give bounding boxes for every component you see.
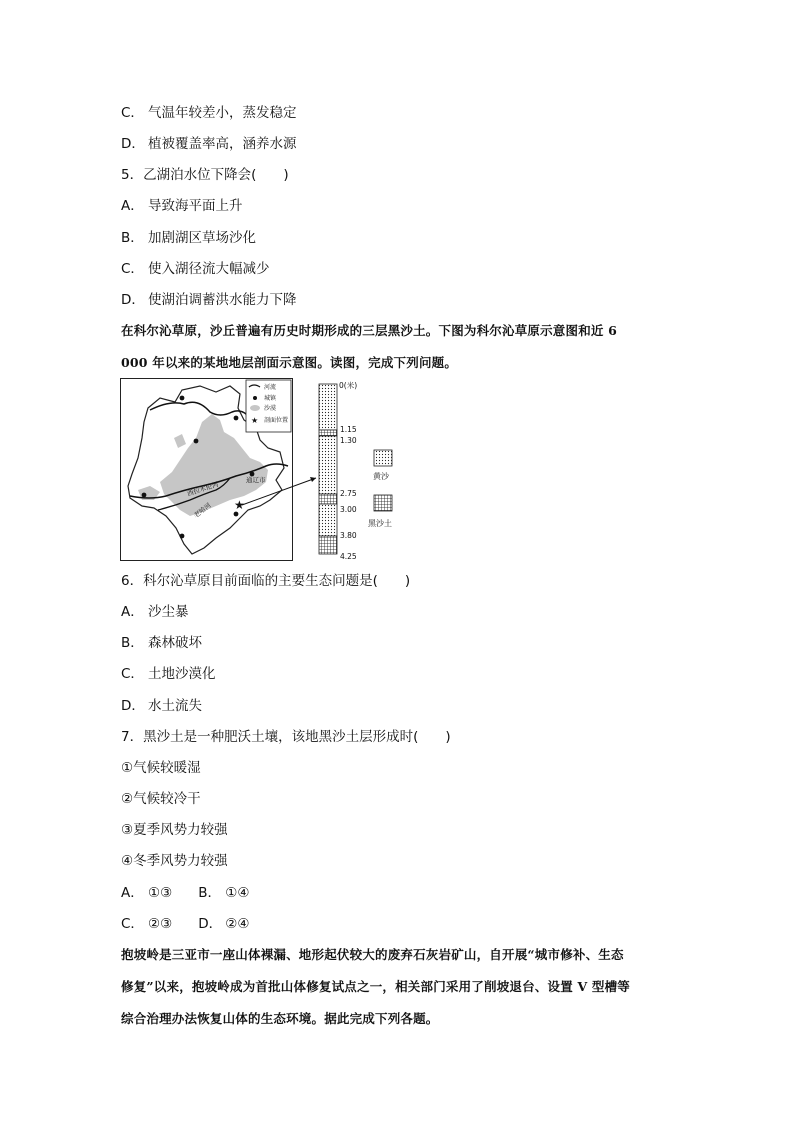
option-label: D． (121, 698, 145, 714)
q7-item-3: ③夏季风势力较强 (121, 822, 228, 838)
depth-labels (340, 425, 357, 561)
q5-stem: 5．乙湖泊水位下降会( ) (121, 167, 289, 183)
profile-column (319, 384, 337, 554)
option-text: 森林破坏 (148, 635, 202, 651)
option-text: 水土流失 (148, 698, 202, 714)
q5-option-c (121, 260, 270, 278)
layer-sand (319, 384, 337, 430)
depth-label: 1.30 (340, 436, 357, 445)
q4-option-d (121, 135, 297, 153)
option-text: 植被覆盖率高，涵养水源 (148, 136, 297, 152)
profile-unit-label: 0(米) (339, 381, 358, 390)
option-label: C． (121, 916, 144, 932)
horqin-map (120, 378, 420, 564)
town-dot (234, 512, 239, 517)
option-text: ①④ (225, 885, 250, 901)
town-dot (194, 439, 199, 444)
layer-black-soil (319, 536, 337, 554)
q7-choices-ab (121, 884, 249, 902)
legend-profile-text: 剖面位置 (264, 417, 289, 424)
city-label-tongliao: 通辽市 (246, 476, 266, 484)
town-dot (180, 534, 185, 539)
key-sand-swatch (374, 450, 392, 466)
layer-sand (319, 436, 337, 494)
q7-choices-cd (121, 915, 249, 933)
paragraph-line: 000 年以来的某地地层剖面示意图。读图，完成下列问题。 (121, 355, 458, 370)
key-sand-label: 黄沙 (373, 472, 389, 481)
key-black-label: 黑沙土 (368, 519, 392, 528)
legend-desert-text: 沙漠 (264, 405, 277, 412)
q7-item-1: ①气候较暖湿 (121, 760, 201, 776)
river-label-xilamulun: 西拉木伦河 (186, 480, 220, 498)
option-text: 土地沙漠化 (148, 666, 216, 682)
paragraph-line: 修复”以来，抱坡岭成为首批山体修复试点之一，相关部门采用了削坡退台、设置 V 型槽等 (121, 979, 630, 994)
option-label: B． (198, 885, 221, 901)
legend-town-text: 城镇 (264, 395, 277, 402)
option-label: C． (121, 261, 144, 277)
option-label: A． (121, 198, 144, 214)
depth-label: 4.25 (340, 552, 357, 561)
depth-label: 1.15 (340, 425, 357, 434)
option-label: A． (121, 885, 144, 901)
option-text: 导致海平面上升 (148, 198, 243, 214)
q7-item-4: ④冬季风势力较强 (121, 853, 228, 869)
paragraph-line: 抱坡岭是三亚市一座山体裸漏、地形起伏较大的废弃石灰岩矿山，自开展“城市修补、生态 (121, 947, 624, 962)
option-label: C． (121, 666, 144, 682)
q6-option-d (121, 697, 202, 715)
intro-paragraph-2 (121, 946, 677, 1028)
figure (120, 378, 420, 568)
option-text: 气温年较差小，蒸发稳定 (148, 105, 297, 121)
legend-town-symbol (253, 396, 257, 400)
q4-option-c (121, 104, 297, 122)
q6-option-b (121, 634, 202, 652)
option-text: ①③ (148, 885, 173, 901)
layer-black-soil (319, 430, 337, 436)
legend-star-symbol: ★ (251, 416, 259, 425)
paragraph-line: 在科尔沁草原，沙丘普遍有历史时期形成的三层黑沙土。下图为科尔沁草原示意图和近 6 (121, 323, 618, 338)
option-label: B． (121, 635, 144, 651)
q5-option-b (121, 229, 256, 247)
option-label: B． (121, 230, 144, 246)
layer-sand (319, 504, 337, 536)
town-dot (234, 416, 239, 421)
river-label-laoha: 老哈河 (192, 501, 213, 520)
depth-label: 3.00 (340, 505, 357, 514)
option-text: 加剧湖区草场沙化 (148, 230, 256, 246)
paragraph-line: 综合治理办法恢复山体的生态环境。据此完成下列各题。 (121, 1011, 439, 1026)
legend-desert-symbol (250, 405, 260, 411)
key-black-swatch (374, 495, 392, 511)
depth-label: 3.80 (340, 531, 357, 540)
layer-black-soil (319, 494, 337, 504)
town-dot (142, 493, 147, 498)
q7-item-2: ②气候较冷干 (121, 791, 201, 807)
option-text: 使入湖径流大幅减少 (148, 261, 270, 277)
option-label: D． (121, 136, 145, 152)
option-text: 沙尘暴 (148, 604, 189, 620)
option-label: C． (121, 105, 144, 121)
q6-option-a (121, 603, 189, 621)
option-label: D． (121, 292, 145, 308)
q5-option-a (121, 197, 243, 215)
q7-stem: 7．黑沙土是一种肥沃土壤，该地黑沙土层形成时( ) (121, 729, 451, 745)
option-text: 使湖泊调蓄洪水能力下降 (148, 292, 297, 308)
q6-stem: 6．科尔沁草原目前面临的主要生态问题是( ) (121, 573, 411, 589)
depth-label: 2.75 (340, 489, 357, 498)
q6-option-c (121, 665, 216, 683)
profile-location-star: ★ (234, 498, 245, 512)
town-dot (180, 396, 185, 401)
option-label: D． (198, 916, 223, 932)
option-text: ②④ (225, 916, 250, 932)
legend-river-text: 河流 (264, 384, 277, 391)
q5-option-d (121, 291, 297, 309)
option-text: ②③ (148, 916, 173, 932)
option-label: A． (121, 604, 144, 620)
intro-paragraph-1 (121, 322, 677, 372)
